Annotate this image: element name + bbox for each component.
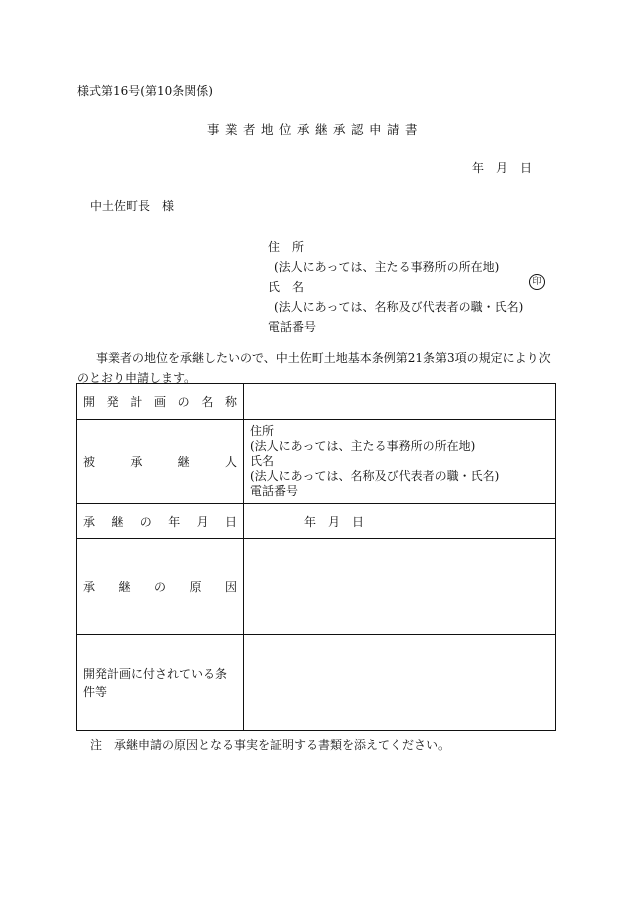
predecessor-name-note: (法人にあっては、名称及び代表者の職・氏名) <box>250 469 500 483</box>
label-development-plan-name: 開発計画の名称 <box>77 384 244 420</box>
seal-mark: 印 <box>529 274 545 290</box>
applicant-phone-label: 電話番号 <box>268 320 317 334</box>
predecessor-name-label: 氏名 <box>250 454 275 468</box>
value-predecessor[interactable] <box>244 420 556 504</box>
table-row <box>77 504 556 539</box>
label-plan-conditions: 開発計画に付されている条件等 <box>77 635 244 731</box>
applicant-name-label: 氏名 <box>268 280 317 294</box>
table-row <box>77 635 556 731</box>
predecessor-address-label: 住所 <box>250 424 275 438</box>
applicant-block <box>268 237 523 337</box>
table-row <box>77 384 556 420</box>
application-table <box>76 383 556 731</box>
label-succession-cause: 承継の原因 <box>77 539 244 635</box>
form-number: 様式第16号(第10条関係) <box>77 84 213 98</box>
predecessor-phone-label: 電話番号 <box>250 484 299 498</box>
body-text: 事業者の地位を承継したいので、中土佐町土地基本条例第21条第3項の規定により次のとおり申請します。 <box>77 351 551 385</box>
table-row <box>77 420 556 504</box>
value-succession-cause[interactable] <box>244 539 556 635</box>
footnote: 注 承継申請の原因となる事実を証明する書類を添えてください。 <box>90 738 451 752</box>
applicant-address-note: (法人にあっては、主たる事務所の所在地) <box>274 260 500 274</box>
value-succession-date[interactable]: 年 月 日 <box>244 504 556 539</box>
table-row <box>77 539 556 635</box>
applicant-address-label: 住所 <box>268 240 317 254</box>
label-predecessor: 被承継人 <box>77 420 244 504</box>
value-plan-conditions[interactable] <box>244 635 556 731</box>
applicant-name-note: (法人にあっては、名称及び代表者の職・氏名) <box>274 300 524 314</box>
date-line: 年 月 日 <box>472 161 533 175</box>
addressee: 中土佐町長 様 <box>90 199 175 213</box>
value-development-plan-name[interactable] <box>244 384 556 420</box>
predecessor-address-note: (法人にあっては、主たる事務所の所在地) <box>250 439 476 453</box>
label-succession-date: 承継の年月日 <box>77 504 244 539</box>
document-title: 事業者地位承継承認申請書 <box>206 122 423 137</box>
